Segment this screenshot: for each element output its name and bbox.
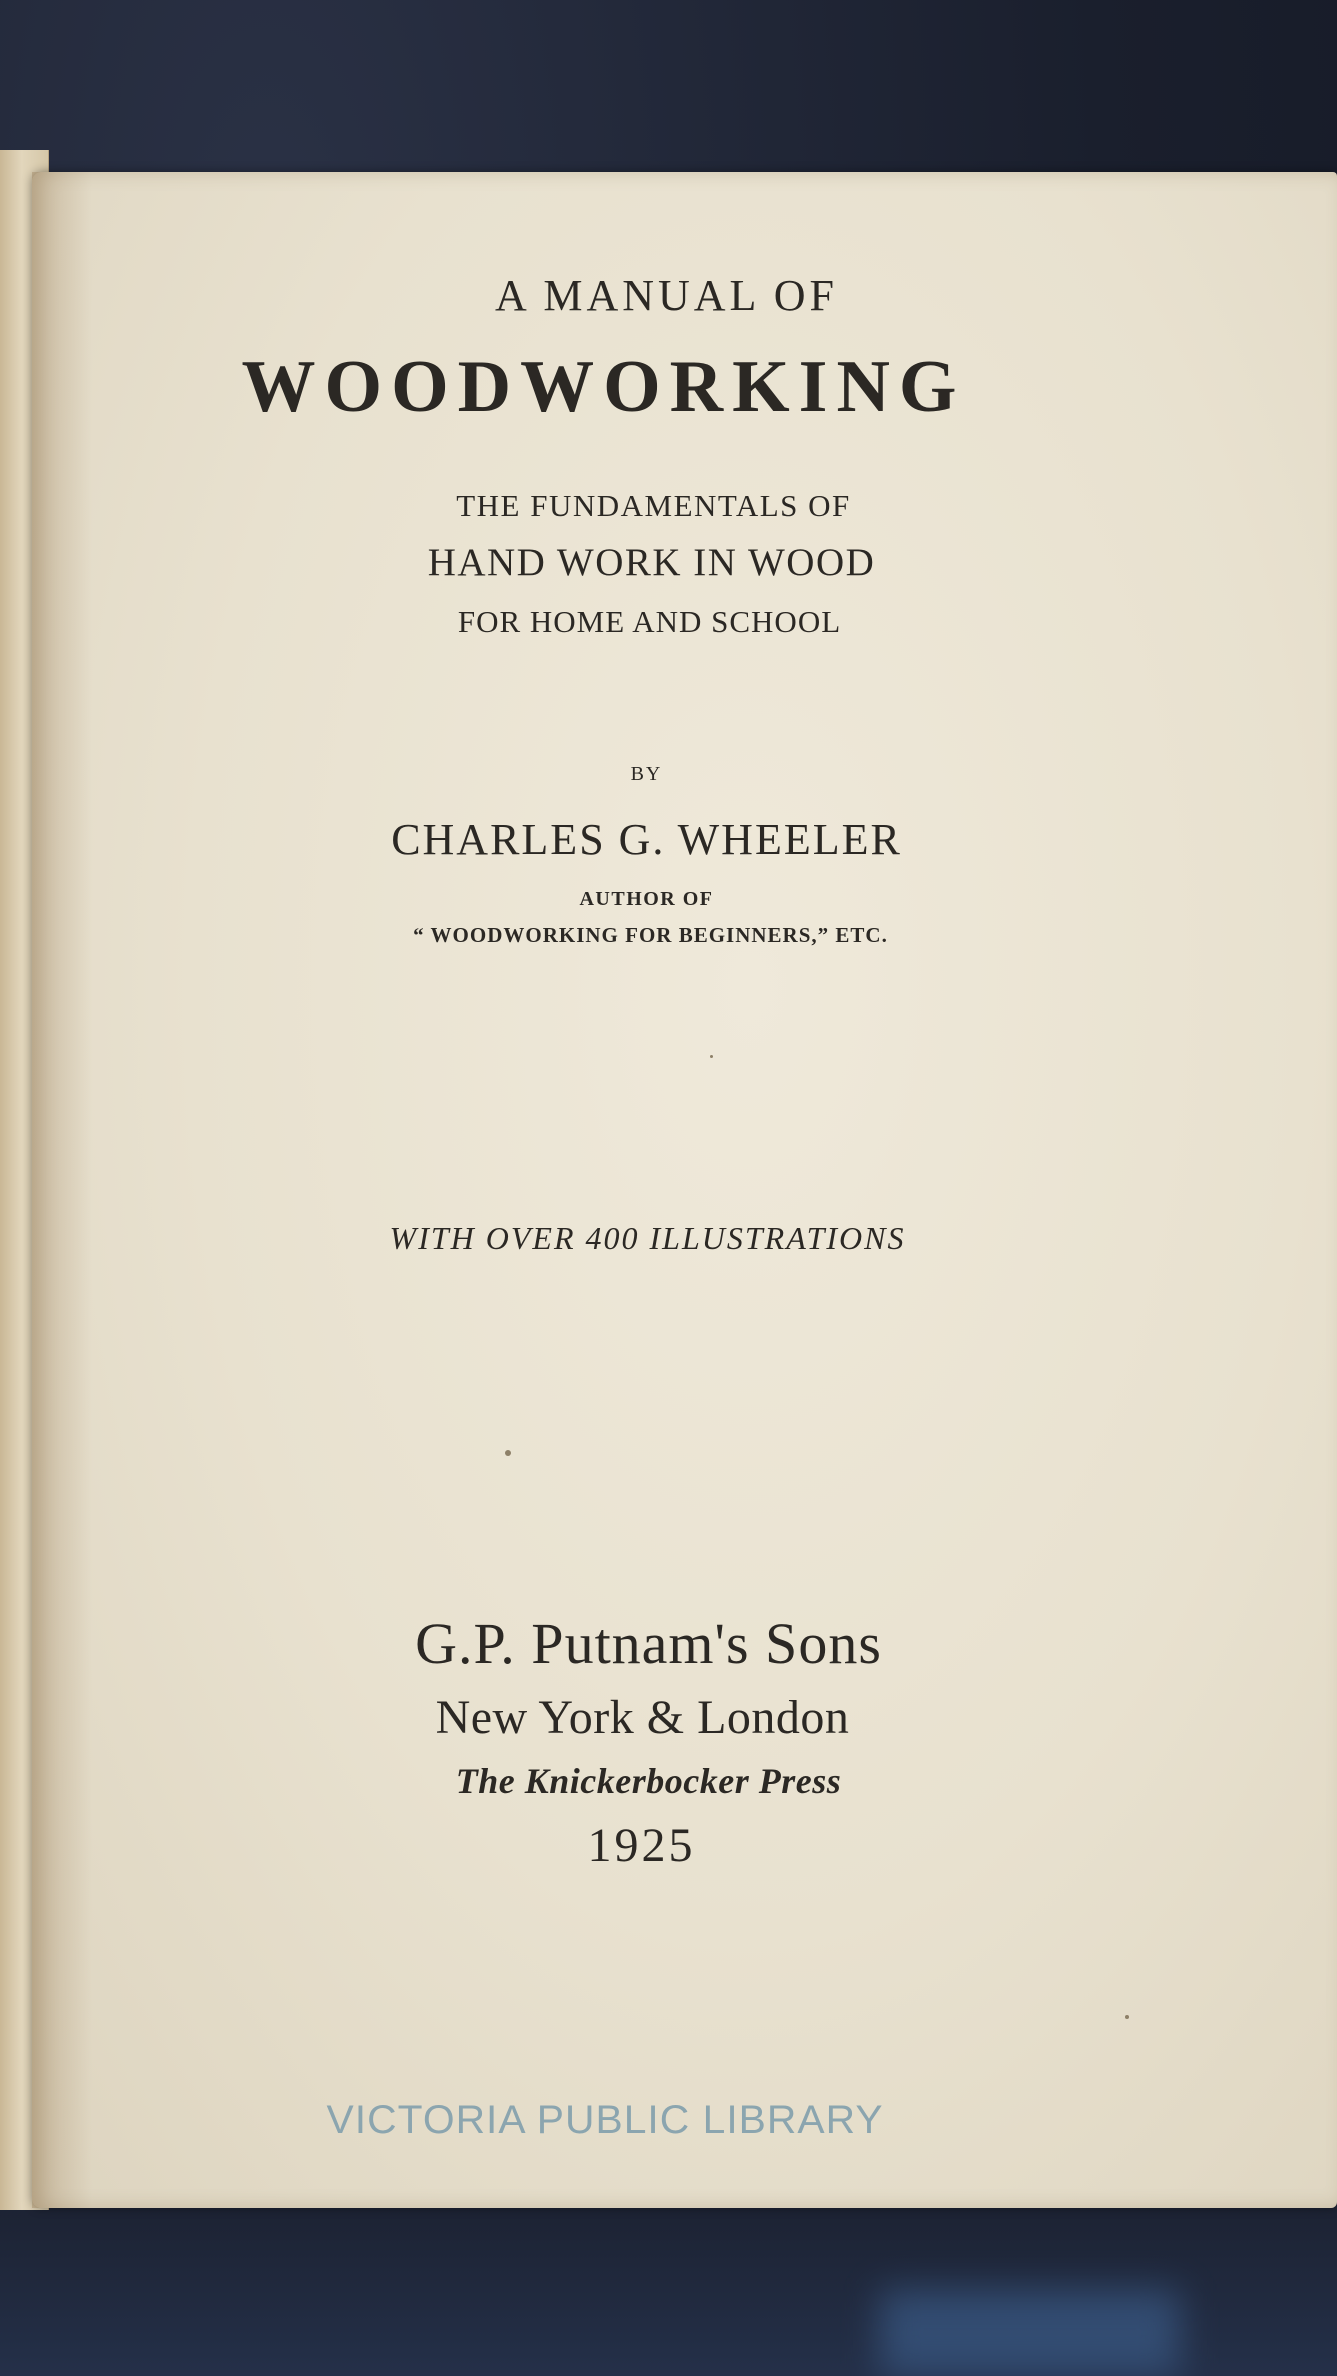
author-of-label: AUTHOR OF [579, 888, 714, 910]
library-stamp: VICTORIA PUBLIC LIBRARY [326, 2098, 884, 2142]
author-name: CHARLES G. WHEELER [391, 815, 902, 864]
paper-speck [1125, 2015, 1129, 2019]
paper-speck [710, 1055, 713, 1058]
subtitle-line-3: FOR HOME AND SCHOOL [457, 604, 842, 639]
main-title: WOODWORKING [241, 346, 966, 428]
previous-work: “ WOODWORKING FOR BEGINNERS,” ETC. [413, 923, 888, 947]
publication-year: 1925 [587, 1819, 696, 1872]
by-line: BY [630, 763, 663, 785]
paper-speck [505, 1450, 511, 1456]
publisher-cities: New York & London [435, 1691, 850, 1744]
page-gutter-shadow [32, 172, 92, 2208]
illustrations-note: WITH OVER 400 ILLUSTRATIONS [389, 1220, 906, 1256]
publisher-name: G.P. Putnam's Sons [415, 1611, 882, 1676]
subtitle-line-1: THE FUNDAMENTALS OF [456, 488, 851, 523]
blue-cloth-patch [880, 2290, 1180, 2376]
title-page [32, 172, 1337, 2208]
press-name: The Knickerbocker Press [455, 1761, 842, 1801]
manual-line: A MANUAL OF [494, 271, 839, 320]
subtitle-line-2: HAND WORK IN WOOD [427, 541, 876, 584]
